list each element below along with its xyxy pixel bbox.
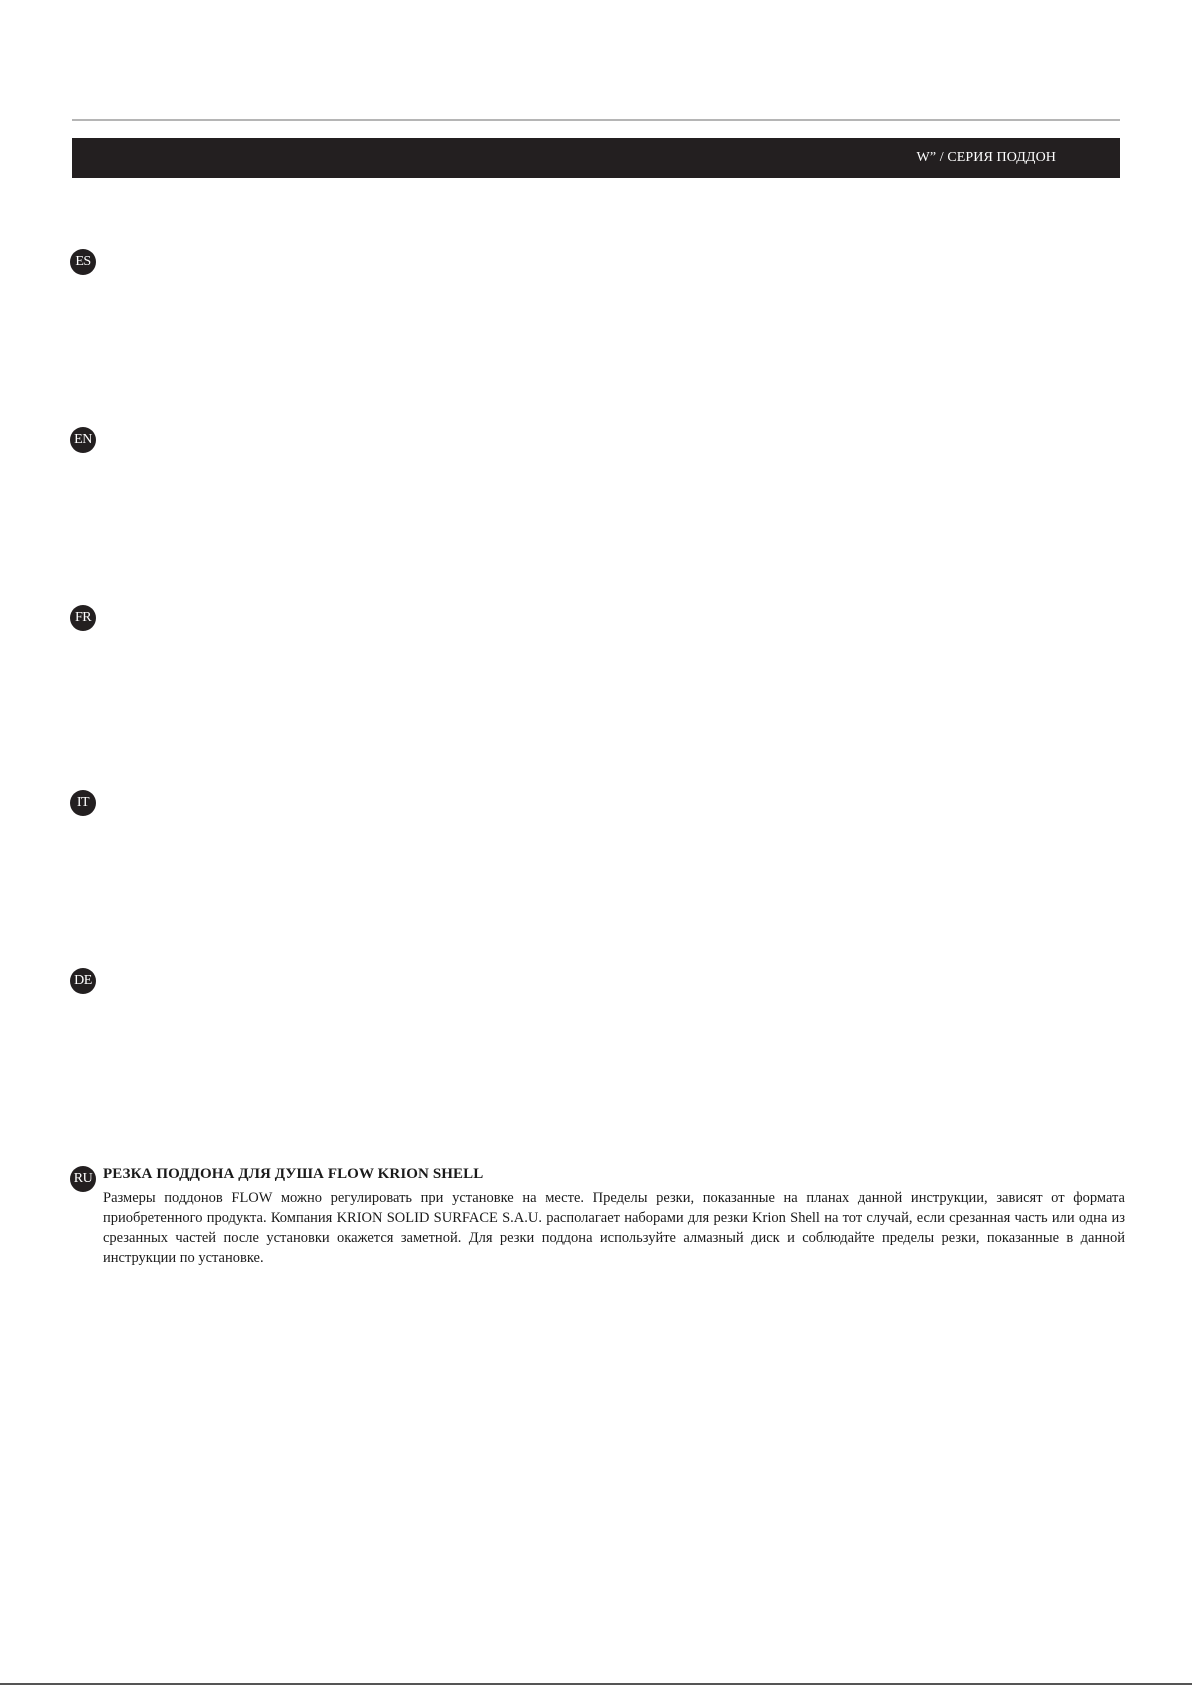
lang-badge-de: DE [70,968,96,994]
lang-badge-en: EN [70,427,96,453]
section-ru [103,1164,1125,1268]
lang-badge-it: IT [70,790,96,816]
section-ru-body: Размеры поддонов FLOW можно регулировать при установке на месте. Пределы резки, показанные на планах данной инструкции, зависят от формата приобретенного продукта. Компания KRION SOLID SURFACE S.A.U. располагает наборами для резки Krion Shell на тот случай, если срезанная часть или одна из срезанных частей после установки окажется заметной. Для резки поддона используйте алмазный диск и соблюдайте пределы резки, показанные в данной инструкции по установке. [103,1190,1125,1266]
header-title: W” / СЕРИЯ ПОДДОН [916,150,1056,165]
section-ru-title: РЕЗКА ПОДДОНА ДЛЯ ДУША FLOW KRION SHELL [103,1166,484,1182]
lang-badge-ru: RU [70,1166,96,1192]
lang-badge-es: ES [70,249,96,275]
header-bar [72,138,1120,178]
lang-badge-fr: FR [70,605,96,631]
top-divider [72,119,1120,121]
